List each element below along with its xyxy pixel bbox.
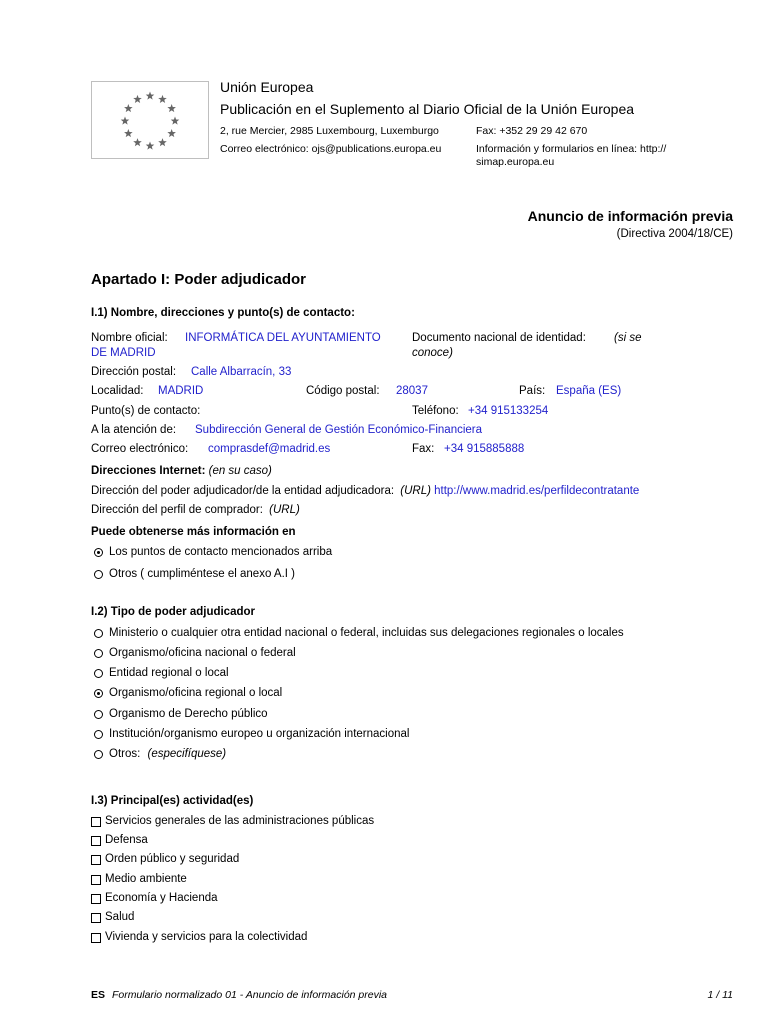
footer-lang: ES: [91, 989, 106, 1001]
activity-label: Salud: [105, 911, 135, 923]
postal-code-label: Código postal:: [306, 385, 380, 397]
publisher-email: Correo electrónico: ojs@publications.europa.eu: [220, 143, 442, 155]
buyer-profile-line: [91, 504, 300, 516]
checkbox-icon[interactable]: [91, 933, 101, 943]
authority-type-option[interactable]: [91, 728, 409, 740]
more-info-option-label: Otros ( cumpliméntese el anexo A.I ): [109, 568, 295, 580]
publisher-address: 2, rue Mercier, 2985 Luxembourg, Luxemburgo: [220, 125, 439, 137]
radio-icon[interactable]: [94, 570, 103, 579]
activity-label: Defensa: [105, 834, 148, 846]
star-icon: [121, 117, 130, 125]
internet-hint: (en su caso): [208, 465, 272, 477]
country-label: País:: [519, 385, 546, 397]
official-name-label: Nombre oficial:: [91, 332, 168, 344]
activity-option[interactable]: [91, 834, 148, 846]
activity-option[interactable]: [91, 911, 134, 923]
authority-type-label: Organismo/oficina regional o local: [109, 687, 283, 699]
activity-label: Servicios generales de las administraciones públicas: [105, 815, 375, 827]
activity-option[interactable]: [91, 853, 239, 865]
fax-value: +34 915885888: [444, 443, 525, 455]
authority-type-label: Ministerio o cualquier otra entidad nacional o federal, incluidas sus delegaciones regionales o locales: [109, 627, 624, 639]
contact-heading: I.1) Nombre, direcciones y punto(s) de contacto:: [91, 307, 355, 319]
more-info-option-label: Los puntos de contacto mencionados arriba: [109, 546, 333, 558]
buyer-profile-label: Dirección del perfil de comprador:: [91, 504, 263, 516]
buyer-profile-hint: (URL): [269, 504, 300, 516]
radio-icon[interactable]: [94, 689, 103, 698]
country-value: España (ES): [556, 385, 622, 397]
authority-type-option[interactable]: [91, 647, 296, 659]
official-name-value-1: INFORMÁTICA DEL AYUNTAMIENTO: [185, 332, 381, 344]
authority-type-label: Organismo/oficina nacional o federal: [109, 647, 296, 659]
authority-type-label: Organismo de Derecho público: [109, 708, 268, 720]
more-info-option[interactable]: [91, 568, 295, 580]
activity-option[interactable]: [91, 815, 374, 827]
authority-type-option[interactable]: [91, 627, 624, 639]
radio-icon[interactable]: [94, 629, 103, 638]
buyer-address-line: [91, 485, 639, 497]
star-icon: [124, 104, 133, 112]
authority-type-option[interactable]: [91, 748, 226, 760]
eu-flag-logo: [91, 81, 209, 159]
city-label: Localidad:: [91, 385, 144, 397]
fax-label: Fax:: [412, 443, 435, 455]
authority-type-option[interactable]: [91, 667, 229, 679]
star-icon: [167, 129, 176, 137]
activity-label: Economía y Hacienda: [105, 892, 218, 904]
publisher-info-line1: Información y formularios en línea: http://: [476, 143, 667, 155]
star-icon: [167, 104, 176, 112]
star-icon: [158, 95, 167, 103]
checkbox-icon[interactable]: [91, 913, 101, 923]
organization-name: Unión Europea: [220, 79, 314, 95]
authority-type-label: Entidad regional o local: [109, 667, 229, 679]
section-title: Apartado I: Poder adjudicador: [91, 271, 307, 288]
attention-value: Subdirección General de Gestión Económico-Financiera: [195, 424, 483, 436]
contact-points-label: Punto(s) de contacto:: [91, 405, 201, 417]
radio-icon[interactable]: [94, 669, 103, 678]
publisher-fax: Fax: +352 29 29 42 670: [476, 125, 588, 137]
activity-option[interactable]: [91, 931, 307, 943]
eu-stars-icon: [92, 82, 208, 158]
email-label: Correo electrónico:: [91, 443, 189, 455]
checkbox-icon[interactable]: [91, 894, 101, 904]
radio-icon[interactable]: [94, 548, 103, 557]
authority-type-heading: I.2) Tipo de poder adjudicador: [91, 606, 255, 618]
checkbox-icon[interactable]: [91, 855, 101, 865]
more-info-heading: Puede obtenerse más información en: [91, 526, 296, 538]
buyer-address-hint: (URL): [400, 485, 431, 497]
footer-page-number: 1 / 11: [707, 989, 733, 1001]
others-hint: (especifíquese): [147, 748, 227, 760]
authority-type-option[interactable]: [91, 708, 268, 720]
phone-value: +34 915133254: [468, 405, 549, 417]
authority-type-label: Otros:: [109, 748, 141, 760]
authority-type-label: Institución/organismo europeo u organización internacional: [109, 728, 410, 740]
publisher-info-line2: simap.europa.eu: [476, 156, 555, 168]
phone-label: Teléfono:: [412, 405, 459, 417]
internet-label: Direcciones Internet:: [91, 465, 206, 477]
email-value[interactable]: comprasdef@madrid.es: [208, 443, 331, 455]
star-icon: [133, 138, 142, 146]
star-icon: [146, 92, 155, 100]
checkbox-icon[interactable]: [91, 875, 101, 885]
footer-form: [91, 989, 387, 1001]
activity-label: Medio ambiente: [105, 873, 187, 885]
checkbox-icon[interactable]: [91, 817, 101, 827]
authority-type-option[interactable]: [91, 687, 282, 699]
buyer-address-link[interactable]: http://www.madrid.es/perfildecontratante: [434, 485, 640, 497]
activity-label: Vivienda y servicios para la colectividad: [105, 931, 308, 943]
activity-option[interactable]: [91, 873, 187, 885]
city-value: MADRID: [158, 385, 204, 397]
radio-icon[interactable]: [94, 710, 103, 719]
postal-code-value: 28037: [396, 385, 428, 397]
buyer-address-label: Dirección del poder adjudicador/de la entidad adjudicadora:: [91, 485, 395, 497]
notice-directive: (Directiva 2004/18/CE): [616, 228, 733, 240]
postal-address-label: Dirección postal:: [91, 366, 177, 378]
national-id-label: Documento nacional de identidad:: [412, 332, 586, 344]
radio-icon[interactable]: [94, 750, 103, 759]
activities-heading: I.3) Principal(es) actividad(es): [91, 795, 254, 807]
internet-line: [91, 465, 272, 477]
postal-address-value: Calle Albarracín, 33: [191, 366, 292, 378]
radio-icon[interactable]: [94, 649, 103, 658]
publication-title: Publicación en el Suplemento al Diario Oficial de la Unión Europea: [220, 101, 635, 117]
national-id-hint-2: conoce): [412, 347, 453, 359]
national-id-hint-1: (si se: [614, 332, 642, 344]
attention-label: A la atención de:: [91, 424, 177, 436]
radio-icon[interactable]: [94, 730, 103, 739]
footer-form-name: Formulario normalizado 01 - Anuncio de información previa: [111, 989, 388, 1001]
star-icon: [124, 129, 133, 137]
notice-title: Anuncio de información previa: [527, 208, 733, 224]
activity-label: Orden público y seguridad: [105, 853, 240, 865]
star-icon: [171, 117, 180, 125]
star-icon: [158, 138, 167, 146]
more-info-option[interactable]: [91, 546, 332, 558]
activity-option[interactable]: [91, 892, 218, 904]
official-name-value-2: DE MADRID: [91, 347, 156, 359]
star-icon: [133, 95, 142, 103]
checkbox-icon[interactable]: [91, 836, 101, 846]
star-icon: [146, 142, 155, 150]
